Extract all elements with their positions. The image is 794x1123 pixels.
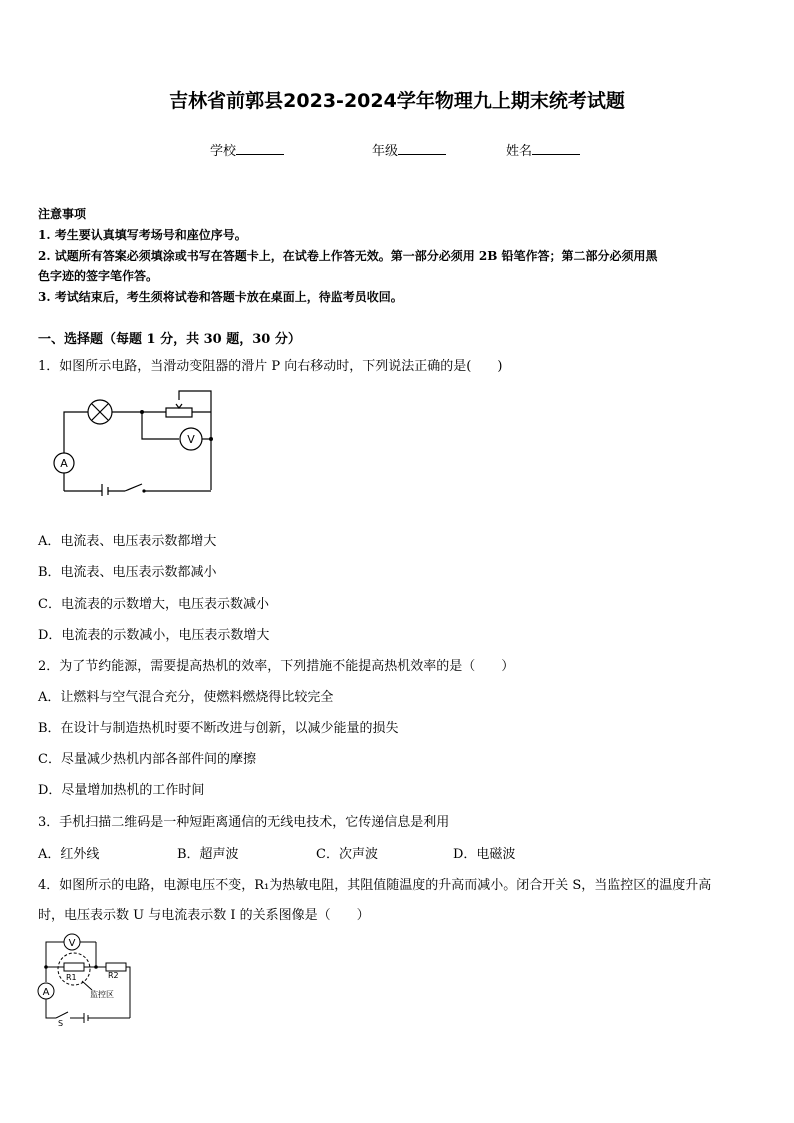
question-3-option-d[interactable]: D．电磁波 — [453, 847, 516, 862]
r1-label: R1 — [66, 973, 77, 982]
notice-item: 3. 考试结束后，考生须将试卷和答题卡放在桌面上，待监考员收回。 — [38, 290, 403, 304]
question-3-stem: 3．手机扫描二维码是一种短距离通信的无线电技术，它传递信息是利用 — [38, 815, 450, 830]
question-2-option-b[interactable]: B．在设计与制造热机时要不断改进与创新，以减少能量的损失 — [38, 721, 399, 736]
notice-item: 色字迹的签字笔作答。 — [38, 269, 159, 283]
question-3-option-b[interactable]: B．超声波 — [177, 847, 239, 862]
school-field — [210, 140, 284, 159]
notice-item: 1. 考生要认真填写考场号和座位序号。 — [38, 228, 247, 242]
grade-label: 年级 — [372, 144, 399, 159]
question-1-option-b[interactable]: B．电流表、电压表示数都减小 — [38, 565, 217, 580]
name-field — [506, 140, 580, 159]
r2-label: R2 — [108, 971, 119, 980]
r2-icon — [106, 963, 126, 971]
question-4-stem-line1: 4．如图所示的电路，电源电压不变，R₁为热敏电阻，其阻值随温度的升高而减小。闭合开关 S，当监控区的温度升高 — [38, 878, 712, 893]
notice-item: 2. 试题所有答案必须填涂或书写在答题卡上，在试卷上作答无效。第一部分必须用 2B 铅笔作答；第二部分必须用黑 — [38, 249, 658, 263]
question-3-option-a[interactable]: A．红外线 — [38, 847, 100, 862]
question-4-circuit-diagram — [34, 932, 134, 1026]
ammeter-label: A — [60, 457, 68, 470]
school-blank[interactable] — [236, 142, 284, 155]
question-1-circuit-diagram — [50, 388, 220, 496]
name-blank[interactable] — [532, 142, 580, 155]
r1-icon — [64, 963, 84, 971]
voltmeter-label: V — [68, 938, 76, 949]
question-4-stem-line2: 时，电压表示数 U 与电流表示数 I 的关系图像是（ ） — [38, 908, 370, 923]
question-1-option-d[interactable]: D．电流表的示数减小，电压表示数增大 — [38, 628, 270, 643]
question-1-option-c[interactable]: C．电流表的示数增大，电压表示数减小 — [38, 597, 269, 612]
section-heading: 一、选择题（每题 1 分，共 30 题，30 分） — [38, 332, 301, 347]
name-label: 姓名 — [506, 144, 533, 159]
page-title: 吉林省前郭县2023-2024学年物理九上期末统考试题 — [169, 90, 625, 112]
voltmeter-label: V — [187, 433, 195, 446]
question-1-stem: 1．如图所示电路，当滑动变阻器的滑片 P 向右移动时，下列说法正确的是( ) — [38, 359, 503, 374]
question-2-stem: 2．为了节约能源，需要提高热机的效率，下列措施不能提高热机效率的是（ ） — [38, 659, 515, 674]
grade-blank[interactable] — [398, 142, 446, 155]
question-2-option-a[interactable]: A．让燃料与空气混合充分，使燃料燃烧得比较完全 — [38, 690, 334, 705]
question-1-option-a[interactable]: A．电流表、电压表示数都增大 — [38, 534, 217, 549]
grade-field — [372, 140, 446, 159]
switch-label: S — [58, 1019, 64, 1026]
notice-heading: 注意事项 — [38, 207, 87, 221]
question-3-option-c[interactable]: C．次声波 — [316, 847, 378, 862]
monitor-zone-label: 监控区 — [90, 990, 114, 999]
ammeter-label: A — [42, 987, 50, 998]
school-label: 学校 — [210, 144, 237, 159]
question-2-option-c[interactable]: C．尽量减少热机内部各部件间的摩擦 — [38, 752, 256, 767]
question-2-option-d[interactable]: D．尽量增加热机的工作时间 — [38, 783, 205, 798]
rheostat-icon — [166, 408, 192, 417]
